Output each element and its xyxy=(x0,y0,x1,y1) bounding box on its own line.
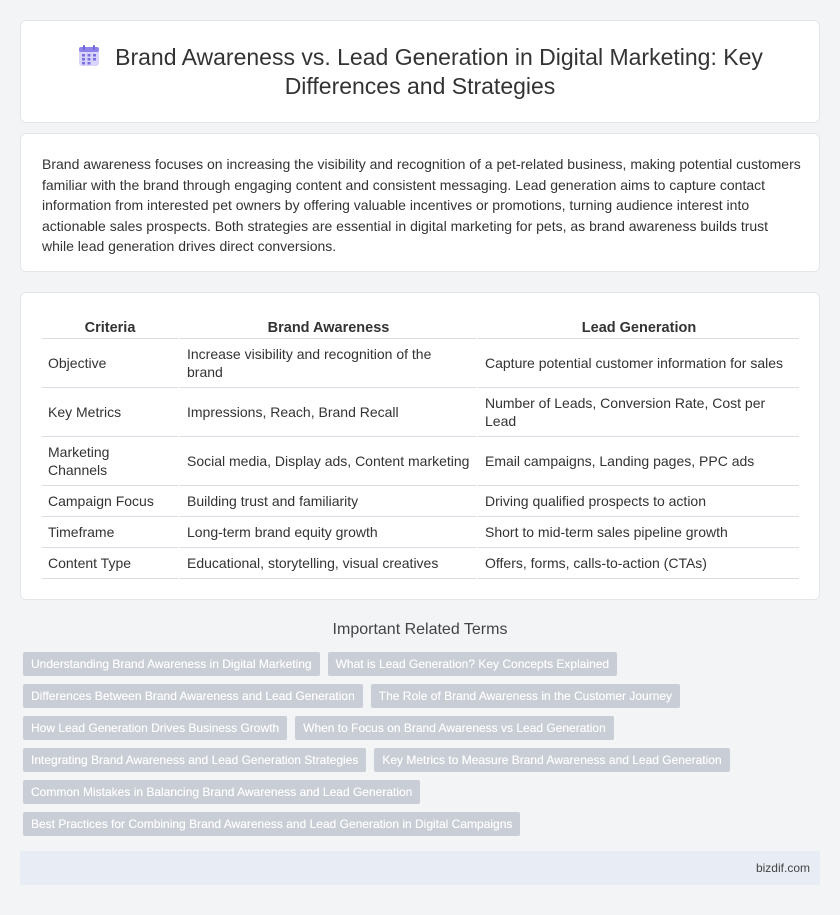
related-term-link[interactable]: Best Practices for Combining Brand Awareness and Lead Generation in Digital Campaigns xyxy=(23,812,520,836)
row-lead-generation: Short to mid-term sales pipeline growth xyxy=(476,517,799,548)
row-lead-generation: Driving qualified prospects to action xyxy=(476,486,799,517)
related-terms-title: Important Related Terms xyxy=(332,621,508,638)
table-row xyxy=(42,486,799,517)
row-criteria: Content Type xyxy=(42,548,178,579)
related-term-link[interactable]: Common Mistakes in Balancing Brand Awareness and Lead Generation xyxy=(23,780,420,804)
page-title: Brand Awareness vs. Lead Generation in Digital Marketing: Key Differences and Strategies xyxy=(115,44,763,99)
intro-card xyxy=(20,133,820,272)
related-term-link[interactable]: The Role of Brand Awareness in the Customer Journey xyxy=(371,684,680,708)
row-criteria: Objective xyxy=(42,339,178,388)
row-lead-generation: Number of Leads, Conversion Rate, Cost per Lead xyxy=(476,388,799,437)
table-row xyxy=(42,548,799,579)
header-lead-generation: Lead Generation xyxy=(476,311,799,339)
footer-bar xyxy=(20,851,820,885)
intro-paragraph: Brand awareness focuses on increasing the visibility and recognition of a pet-related business, making potential customers familiar with the brand through engaging content and consistent messaging. Lead generation aims to capture contact information from interested pet owners by offering valuable incentives or promotions, turning audience interest into actionable sales prospects. Both strategies are essential in digital marketing for pets, as brand awareness builds trust while lead generation drives direct conversions. xyxy=(42,156,801,254)
related-term-link[interactable]: When to Focus on Brand Awareness vs Lead Generation xyxy=(295,716,614,740)
related-term-link[interactable]: Integrating Brand Awareness and Lead Generation Strategies xyxy=(23,748,366,772)
row-brand-awareness: Social media, Display ads, Content marketing xyxy=(178,437,476,486)
row-criteria: Marketing Channels xyxy=(42,437,178,486)
related-terms-tags xyxy=(23,652,823,844)
row-brand-awareness: Increase visibility and recognition of the brand xyxy=(178,339,476,388)
related-term-link[interactable]: How Lead Generation Drives Business Growth xyxy=(23,716,287,740)
row-lead-generation: Offers, forms, calls-to-action (CTAs) xyxy=(476,548,799,579)
page-title-wrap xyxy=(21,43,819,101)
row-brand-awareness: Educational, storytelling, visual creatives xyxy=(178,548,476,579)
table-row xyxy=(42,339,799,388)
calendar-grid-icon xyxy=(77,44,101,68)
row-lead-generation: Email campaigns, Landing pages, PPC ads xyxy=(476,437,799,486)
table-header-row xyxy=(42,311,799,339)
row-criteria: Key Metrics xyxy=(42,388,178,437)
row-brand-awareness: Impressions, Reach, Brand Recall xyxy=(178,388,476,437)
header-card xyxy=(20,20,820,123)
table-row xyxy=(42,517,799,548)
comparison-table xyxy=(42,311,799,579)
row-brand-awareness: Building trust and familiarity xyxy=(178,486,476,517)
header-criteria: Criteria xyxy=(42,311,178,339)
row-lead-generation: Capture potential customer information for sales xyxy=(476,339,799,388)
table-row xyxy=(42,388,799,437)
related-term-link[interactable]: Key Metrics to Measure Brand Awareness and Lead Generation xyxy=(374,748,729,772)
row-criteria: Campaign Focus xyxy=(42,486,178,517)
row-brand-awareness: Long-term brand equity growth xyxy=(178,517,476,548)
comparison-card xyxy=(20,292,820,600)
related-term-link[interactable]: Understanding Brand Awareness in Digital Marketing xyxy=(23,652,320,676)
related-term-link[interactable]: What is Lead Generation? Key Concepts Explained xyxy=(328,652,618,676)
related-term-link[interactable]: Differences Between Brand Awareness and Lead Generation xyxy=(23,684,363,708)
table-row xyxy=(42,437,799,486)
footer-site-name: bizdif.com xyxy=(755,861,810,875)
row-criteria: Timeframe xyxy=(42,517,178,548)
header-brand-awareness: Brand Awareness xyxy=(178,311,476,339)
